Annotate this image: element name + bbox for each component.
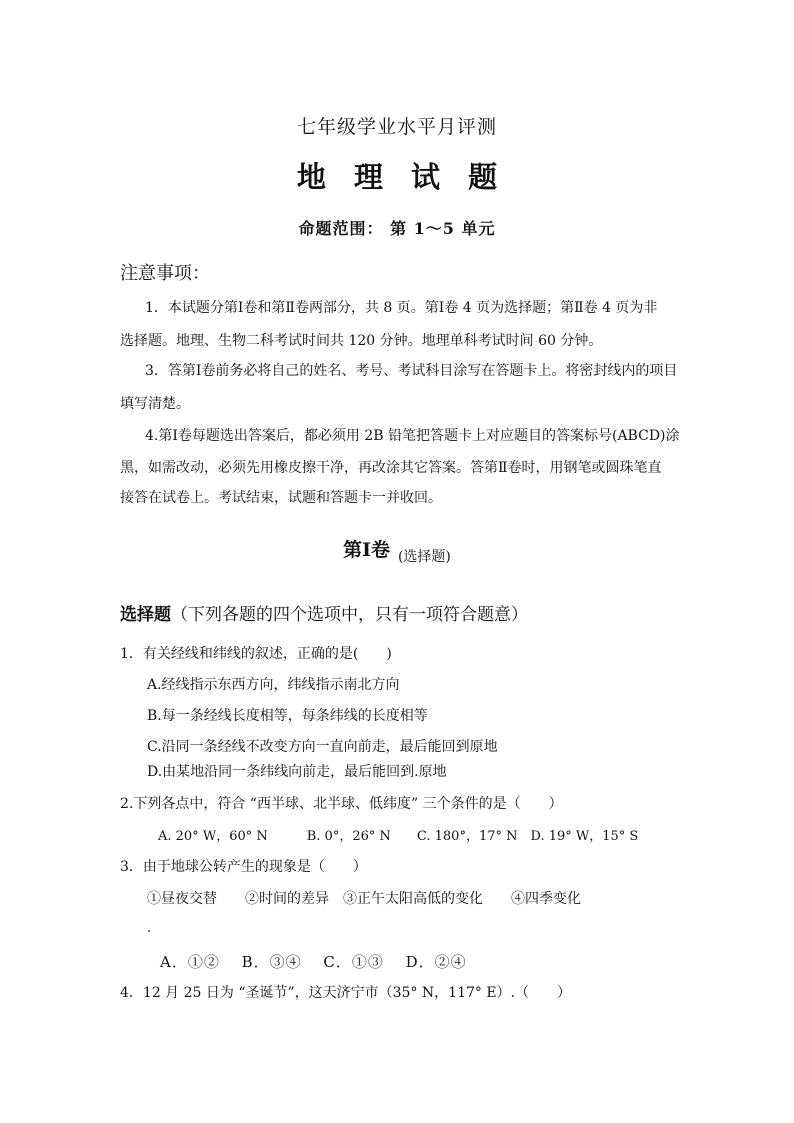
exam-subtitle: 七年级学业水平月评测 xyxy=(296,116,497,138)
choice-heading-label: 选择题 xyxy=(120,605,171,625)
section-title xyxy=(0,539,794,565)
question-2-stem: 2.下列各点中，符合 “西半球、北半球、低纬度” 三个条件的是（ ） xyxy=(120,796,563,812)
exam-scope: 命题范围： 第 1～5 单元 xyxy=(298,219,496,238)
notes-line: 3．答第Ⅰ卷前务必将自己的姓名、考号、考试科目涂写在答题卡上。将密封线内的项目 xyxy=(145,363,678,379)
section-title-text: 第Ⅰ卷 xyxy=(343,539,390,561)
question-3-stem: 3．由于地球公转产生的现象是（ ） xyxy=(120,859,367,875)
question-1-option-d: D.由某地沿同一条纬线向前走，最后能回到.原地 xyxy=(147,764,447,780)
question-2-options: A. 20° W，60° N B. 0°，26° N C. 180°，17° N D. 19° W，15° S xyxy=(158,829,639,844)
notes-line: 选择题。地理、生物二科考试时间共 120 分钟。地理单科考试时间 60 分钟。 xyxy=(120,333,603,349)
question-3-options: A．①② B．③④ C．①③ D．②④ xyxy=(160,953,467,971)
question-1-option-c: C.沿同一条经线不改变方向一直向前走，最后能回到原地 xyxy=(147,739,498,755)
notes-line: 1．本试题分第Ⅰ卷和第Ⅱ卷两部分，共 8 页。第Ⅰ卷 4 页为选择题；第Ⅱ卷 4 页为非 xyxy=(145,300,658,316)
stray-mark xyxy=(148,930,150,932)
notes-line: 黑，如需改动，必须先用橡皮擦干净，再改涂其它答案。答第Ⅱ卷时，用钢笔或圆珠笔直 xyxy=(120,460,662,476)
notes-line: 接答在试卷上。考试结束，试题和答题卡一并收回。 xyxy=(120,490,442,506)
question-1-option-b: B.每一条经线长度相等，每条纬线的长度相等 xyxy=(147,708,428,724)
question-4-stem: 4．12 月 25 日为 “圣诞节”，这天济宁市（35° N，117° E）.（ ） xyxy=(120,985,572,1001)
notes-heading: 注意事项： xyxy=(120,263,210,284)
question-3-items: ①昼夜交替 ②时间的差异 ③正午太阳高低的变化 ④四季变化 xyxy=(147,891,581,907)
choice-heading-instructions: （下列各题的四个选项中，只有一项符合题意） xyxy=(171,605,528,625)
choice-heading xyxy=(120,605,528,625)
section-subtitle: (选择题) xyxy=(397,549,451,565)
exam-title: 地 理 试 题 xyxy=(296,160,507,194)
question-1-stem: 1．有关经线和纬线的叙述，正确的是( ) xyxy=(120,646,392,662)
notes-line: 4.第Ⅰ卷每题选出答案后，都必须用 2B 铅笔把答题卡上对应题目的答案标号(ABCD)涂 xyxy=(145,428,680,444)
notes-line: 填写清楚。 xyxy=(120,396,190,412)
question-1-option-a: A.经线指示东西方向，纬线指示南北方向 xyxy=(147,677,400,693)
